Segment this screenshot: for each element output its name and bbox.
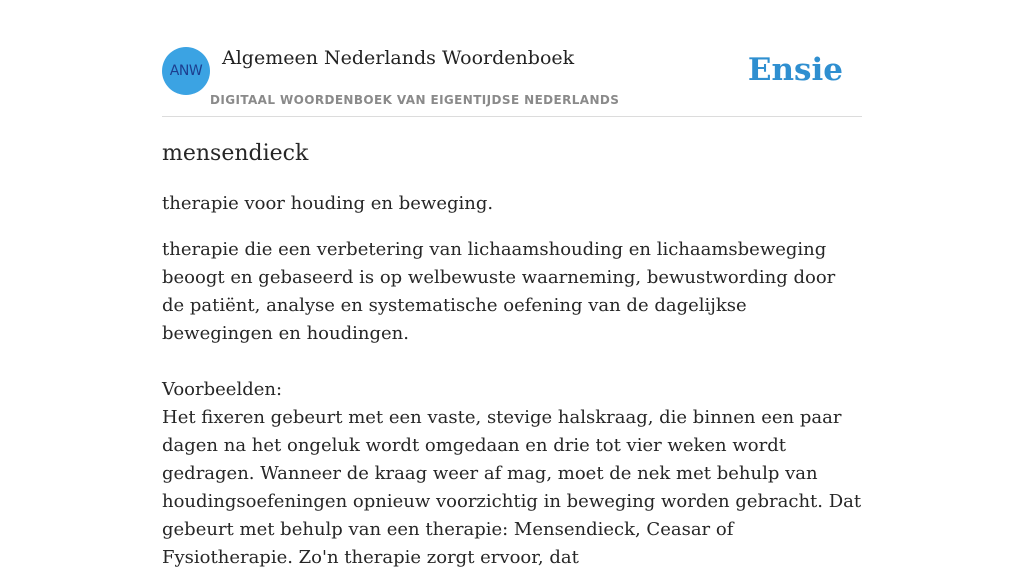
site-title[interactable]: Algemeen Nederlands Woordenboek bbox=[222, 47, 575, 69]
entry-content bbox=[162, 138, 862, 572]
example-text: Het fixeren gebeurt met een vaste, stevige halskraag, die binnen een paar dagen na het ongeluk wordt omgedaan en drie tot vier weken wordt gedragen. Wanneer de kraag weer af mag, moet de nek met behulp van houdingsoefeningen opnieuw voorzichtig in beweging worden gebracht. Dat gebeurt met behulp van een therapie: Mensendieck, Ceasar of Fysiotherapie. Zo'n therapie zorgt ervoor, dat bbox=[162, 407, 862, 568]
site-header bbox=[162, 46, 862, 117]
examples-label: Voorbeelden: bbox=[162, 379, 283, 400]
site-subtitle: DIGITAAL WOORDENBOEK VAN EIGENTIJDSE NEDERLANDS bbox=[210, 93, 620, 107]
anw-logo[interactable]: ANW bbox=[162, 47, 210, 95]
entry-headword: mensendieck bbox=[162, 141, 309, 166]
long-definition: therapie die een verbetering van lichaamshouding en lichaamsbeweging beoogt en gebaseerd is op welbewuste waarneming, bewustwording door de patiënt, analyse en systematische oefening van de dagelijkse bewegingen en houdingen. bbox=[162, 239, 836, 344]
short-definition: therapie voor houding en beweging. bbox=[162, 193, 494, 214]
ensie-brand-logo[interactable]: Ensie bbox=[747, 52, 843, 88]
